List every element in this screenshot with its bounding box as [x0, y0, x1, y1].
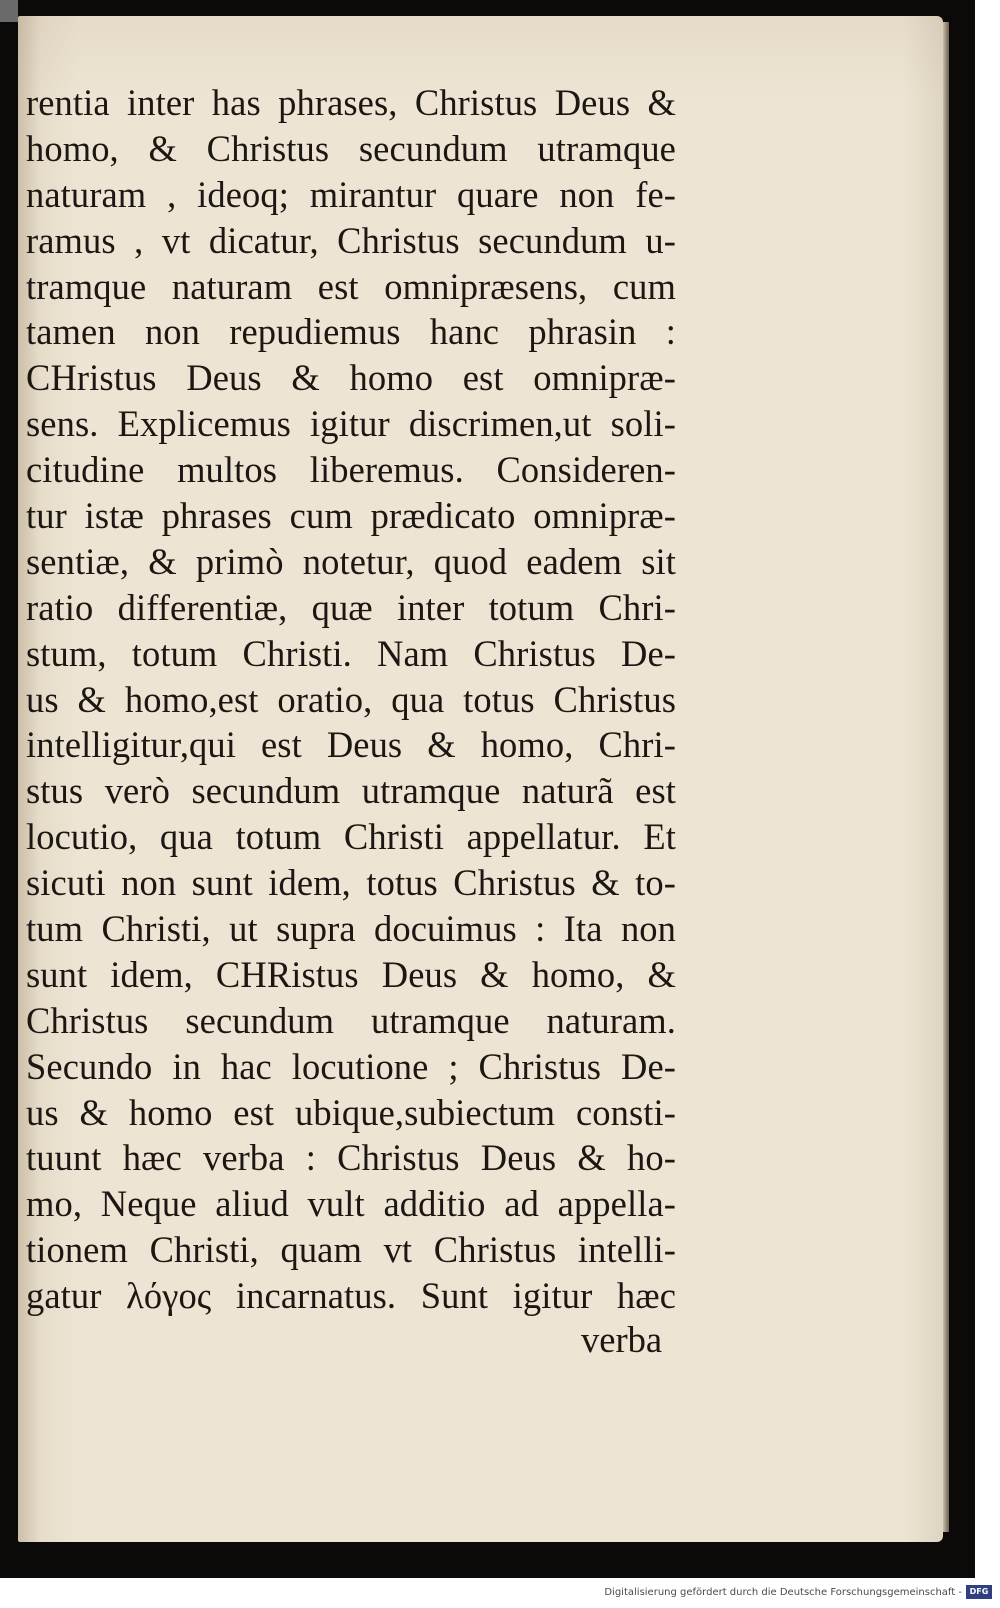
text-line: intelligitur,qui est Deus & homo, Chri-	[26, 724, 676, 766]
text-line: ratio differentiæ, quæ inter totum Chri-	[26, 586, 676, 628]
text-line: tum Christi, ut supra docuimus : Ita non	[26, 908, 676, 950]
dfg-logo: DFG	[966, 1585, 992, 1599]
digitization-footer	[0, 1578, 1000, 1608]
text-line: tramque naturam est omnipræsens, cum	[26, 265, 676, 307]
text-line: tuunt hæc verba : Christus Deus & ho-	[26, 1137, 676, 1179]
text-line: us & homo,est oratio, qua totus Christus	[26, 678, 676, 720]
footer-credit: Digitalisierung gefördert durch die Deutsche Forschungsgemeinschaft -	[604, 1587, 962, 1598]
text-line: locutio, qua totum Christi appellatur. Et	[26, 816, 676, 858]
text-line: homo, & Christus secundum utramque	[26, 127, 676, 169]
text-line: Christus secundum utramque naturam.	[26, 999, 676, 1041]
text-line: gatur λόγος incarnatus. Sunt igitur hæc	[26, 1275, 676, 1317]
gutter-mark	[0, 0, 18, 22]
text-line: us & homo est ubique,subiectum consti-	[26, 1091, 676, 1133]
catchword: verba	[581, 1319, 663, 1360]
text-line: stus verò secundum utramque naturã est	[26, 770, 676, 812]
text-line: tionem Christi, quam vt Christus intelli-	[26, 1229, 676, 1271]
text-line: tur istæ phrases cum prædicato omnipræ-	[26, 495, 676, 537]
text-line: Secundo in hac locutione ; Christus De-	[26, 1045, 676, 1087]
text-line: sicuti non sunt idem, totus Christus & to-	[26, 862, 676, 904]
text-line: citudine multos liberemus. Consideren-	[26, 449, 676, 491]
text-line: sunt idem, CHRistus Deus & homo, &	[26, 953, 676, 995]
text-line: rentia inter has phrases, Christus Deus &	[26, 82, 676, 123]
text-line: naturam , ideoq; mirantur quare non fe-	[26, 173, 676, 215]
text-line: ramus , vt dicatur, Christus secundum u-	[26, 219, 676, 261]
text-line: mo, Neque aliud vult additio ad appella-	[26, 1183, 676, 1225]
page-text	[26, 80, 676, 1319]
page-edge	[943, 22, 949, 1532]
text-line: tamen non repudiemus hanc phrasin :	[26, 311, 676, 353]
text-line: stum, totum Christi. Nam Christus De-	[26, 632, 676, 674]
text-line: CHristus Deus & homo est omnipræ-	[26, 357, 676, 399]
text-line: sens. Explicemus igitur discrimen,ut soli-	[26, 403, 676, 445]
text-line: sentiæ, & primò notetur, quod eadem sit	[26, 540, 676, 582]
